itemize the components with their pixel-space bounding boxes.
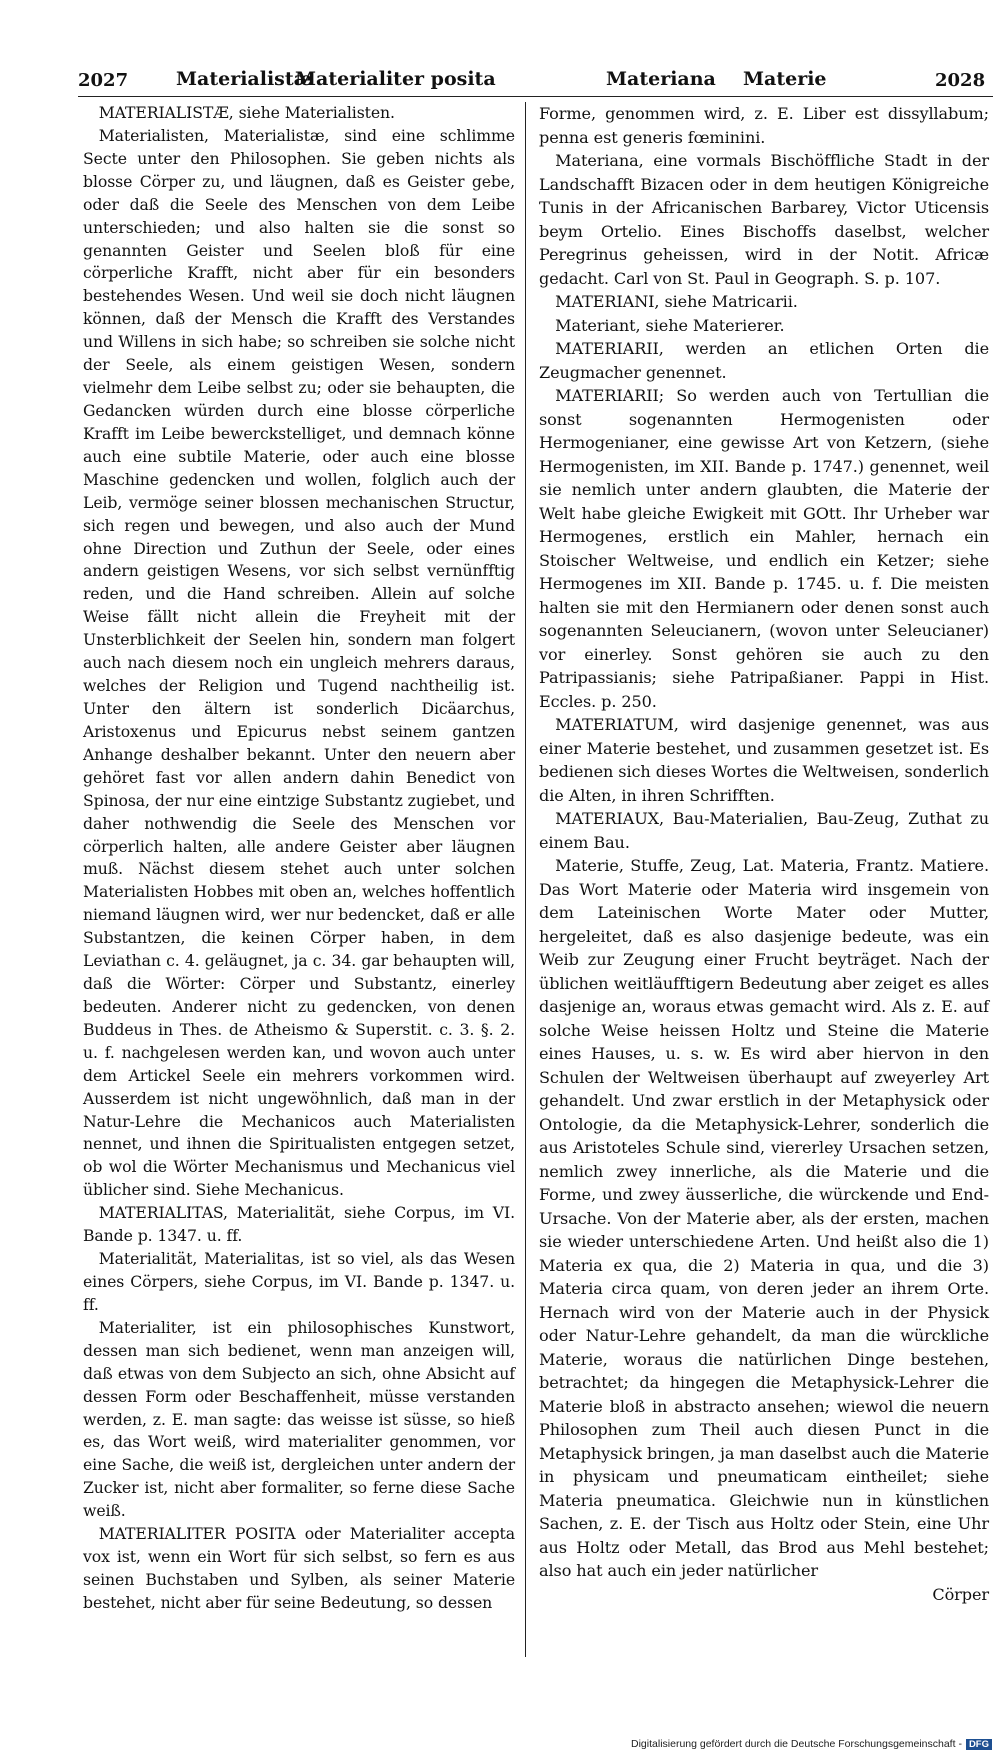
entry-materiant: Materiant, siehe Materierer. (555, 315, 785, 335)
entry-materialitaet: Materialität, Materialitas, ist so viel, als das Wesen eines Cörpers, siehe Corpus, im VI. Bande p. 1347. u. ff. (83, 1249, 515, 1314)
entry-materiatum: MATERIATUM, wird dasjenige genennet, was aus einer Materie bestehet, und zusammen gesetzet ist. Es bedienen sich dieses Wortes die Weltweisen, sonderlich die Alten, in ihren Schrifften. (539, 715, 989, 805)
entry-materiarii-1: MATERIARII, werden an etlichen Orten die Zeugmacher genennet. (539, 339, 989, 382)
running-head-right-2: Materie (743, 68, 827, 90)
entry-materiaux: MATERIAUX, Bau-Materialien, Bau-Zeug, Zuthat zu einem Bau. (539, 809, 989, 852)
entry-materialitas: MATERIALITAS, Materialität, siehe Corpus, im VI. Bande p. 1347. u. ff. (83, 1203, 515, 1246)
page-number-left: 2027 (78, 70, 129, 91)
header-rule (78, 96, 993, 97)
entry-materiana: Materiana, eine vormals Bischöffliche Stadt in der Landschafft Bizacen oder in dem heutigen Königreiche Tunis in der Africanischen Barbarey, Victor Uticensis beym Ortelio. Eines Bischoffs daselbst, welcher Peregrinus geheissen, wird in der Notit. Africæ gedacht. Carl von St. Paul in Geograph. S. p. 107. (539, 151, 989, 288)
running-head-left-2: Materialiter posita (295, 68, 496, 90)
entry-materialiter-posita: MATERIALITER POSITA oder Materialiter accepta vox ist, wenn ein Wort für sich selbst, so fern es aus seinen Buchstaben und Sylben, als seiner Materie bestehet, nicht aber für seine Bedeutung, so dessen (83, 1524, 515, 1612)
entry-materiarii-2: MATERIARII; So werden auch von Tertullian die sonst sogenannten Hermogenisten oder Hermogenianer, eine gewisse Art von Ketzern, (siehe Hermogenisten, im XII. Bande p. 1747.) genennet, weil sie nemlich unter andern glaubten, die Materie der Welt habe gleiche Ewigkeit mit GOtt. Ihr Urheber war Hermogenes, erstlich ein Mahler, hernach ein Stoischer Weltweise, und endlich ein Ketzer; siehe Hermogenes im XII. Bande p. 1745. u. f. Die meisten halten sie mit den Hermianern oder denen sonst auch sogenannten Seleucianern, (wovon unter Seleucianer) vor einerley. Sonst gehören sie auch zu den Patripassianis; siehe Patripaßianer. Pappi in Hist. Eccles. p. 250. (539, 386, 989, 711)
footer-text: Digitalisierung gefördert durch die Deutsche Forschungsgemeinschaft - (631, 1738, 962, 1750)
digitization-footer (631, 1738, 992, 1750)
page-number-right: 2028 (935, 70, 986, 91)
running-head-left-1: Materialistæ (176, 68, 313, 90)
entry-materialisten: Materialisten, Materialistæ, sind eine schlimme Secte unter den Philosophen. Sie geben nichts als blosse Cörper zu, und läugnen, daß es Geister gebe, oder daß die Seele des Menschen von dem Leibe unterschieden; und also halten sie die sonst so genannten Geister und Seelen bloß für eine cörperliche Krafft, nicht aber für ein besonders bestehendes Wesen. Und weil sie doch nicht läugnen können, daß der Mensch die Krafft des Verstandes und Willens in sich habe; so schreiben sie solche nicht der Seele, als einem geistigen Wesen, sondern vielmehr dem Leibe selbst zu; oder sie behaupten, die Gedancken würden durch eine blosse cörperliche Krafft im Leibe bewerckstelliget, und demnach könne auch eine subtile Materie, oder auch eine blosse Maschine gedencken und wollen, folglich auch der Leib, vermöge seiner blossen mechanischen Structur, sich regen und bewegen, und also auch der Mund ohne Direction und Zuthun der Seele, oder eines andern geistigen Wesens, vor sich selbst vernünfftig reden, und die Hand schreiben. Allein auf solche Weise fällt nicht allein die Freyheit mit der Unsterblichkeit der Seelen hin, sondern man folgert auch nach diesem noch ein ungleich mehrers daraus, welches der Religion und Tugend nachtheilig ist. Unter den ältern ist sonderlich Dicäarchus, Aristoxenus und Epicurus nebst seinem gantzen Anhange deshalber bekannt. Unter den neuern aber gehöret fast vor allen andern dahin Benedict von Spinosa, der nur eine eintzige Substantz zugiebet, und daher nothwendig die Seele des Menschen vor cörperlich halten, alle andere Geister aber läugnen muß. Nächst diesem stehet auch unter solchen Materialisten Hobbes mit oben an, welches hoffentlich niemand läugnen wird, wer nur bedencket, daß er alle Substantzen, die keinen Cörper haben, in dem Leviathan c. 4. geläugnet, ja c. 34. gar behaupten will, daß die Wörter: Cörper und Substantz, einerley bedeuten. Anderer nicht zu gedencken, von denen Buddeus in Thes. de Atheismo & Superstit. c. 3. §. 2. u. f. nachgelesen werden kan, und wovon auch unter dem Artickel Seele ein mehrers vorkommen wird. Ausserdem ist nicht ungewöhnlich, daß man in der Natur-Lehre die Mechanicos auch Materialisten nennet, und ihnen die Spiritualisten entgegen setzet, ob wol die Wörter Mechanismus und Mechanicus viel üblicher sind. Siehe Mechanicus. (83, 125, 515, 1200)
entry-materialiter: Materialiter, ist ein philosophisches Kunstwort, dessen man sich bedienet, wenn man anzeigen will, daß etwas von dem Subjecto an sich, ohne Absicht auf dessen Form oder Beschaffenheit, müsse verstanden werden, z. E. man sagte: das weisse ist süsse, so hieß es, das Wort weiß, wird materialiter genommen, vor eine Sache, die weiß ist, dergleichen unter andern der Zucker ist, nicht aber formaliter, so ferne diese Sache weiß. (83, 1317, 515, 1521)
dfg-logo: DFG (966, 1739, 992, 1750)
catchword: Cörper (932, 1584, 989, 1604)
entry-materialistae: MATERIALISTÆ, siehe Materialisten. (98, 103, 395, 122)
running-head-right-1: Materiana (606, 68, 716, 90)
left-column (83, 102, 515, 1615)
entry-materiani: MATERIANI, siehe Matricarii. (555, 292, 798, 311)
column-rule (525, 102, 526, 1657)
entry-materie: Materie, Stuffe, Zeug, Lat. Materia, Frantz. Matiere. Das Wort Materie oder Materia wird insgemein von dem Lateinischen Worte Mater oder Mutter, hergeleitet, daß es also dasjenige bedeute, was ein Weib zur Zeugung einer Frucht beyträget. Nach der üblichen weitläufftigern Bedeutung aber zeiget es alles dasjenige an, woraus etwas gemacht wird. Als z. E. auf solche Weise heissen Holtz und Steine die Materie eines Hauses, u. s. w. Es wird aber hiervon in den Schulen der Weltweisen überhaupt auf zweyerley Art gehandelt. Und zwar erstlich in der Metaphysick oder Ontologie, da die Metaphysick-Lehrer, sonderlich die aus Aristoteles Schule sind, viererley Ursachen setzen, nemlich zwey innerliche, als die Materie und die Forme, und zwey äusserliche, die würckende und End-Ursache. Von der Materie aber, als der ersten, machen sie wieder unterschiedene Arten. Und heißt also die 1) Materia ex qua, die 2) Materia in qua, und die 3) Materia circa quam, von deren jeder an ihrem Orte. Hernach wird von der Materie auch in der Physick oder Natur-Lehre gehandelt, da man die würckliche Materie, woraus die natürlichen Dinge bestehen, betrachtet; da hingegen die Metaphysick-Lehrer die Materie bloß in abstracto ansehen; wiewol die neuern Philosophen zum Theil auch diesen Punct in die Metaphysick bringen, ja man daselbst auch die Materie in physicam und pneumaticam eintheilet; siehe Materia pneumatica. Gleichwie nun in künstlichen Sachen, z. E. der Tisch aus Holtz oder Stein, eine Uhr aus Holtz oder Metall, das Brod aus Mehl bestehet; also hat auch ein jeder natürlicher (539, 856, 989, 1580)
entry-continuation: Forme, genommen wird, z. E. Liber est dissyllabum; penna est generis fœminini. (539, 104, 989, 147)
right-column (539, 102, 989, 1606)
